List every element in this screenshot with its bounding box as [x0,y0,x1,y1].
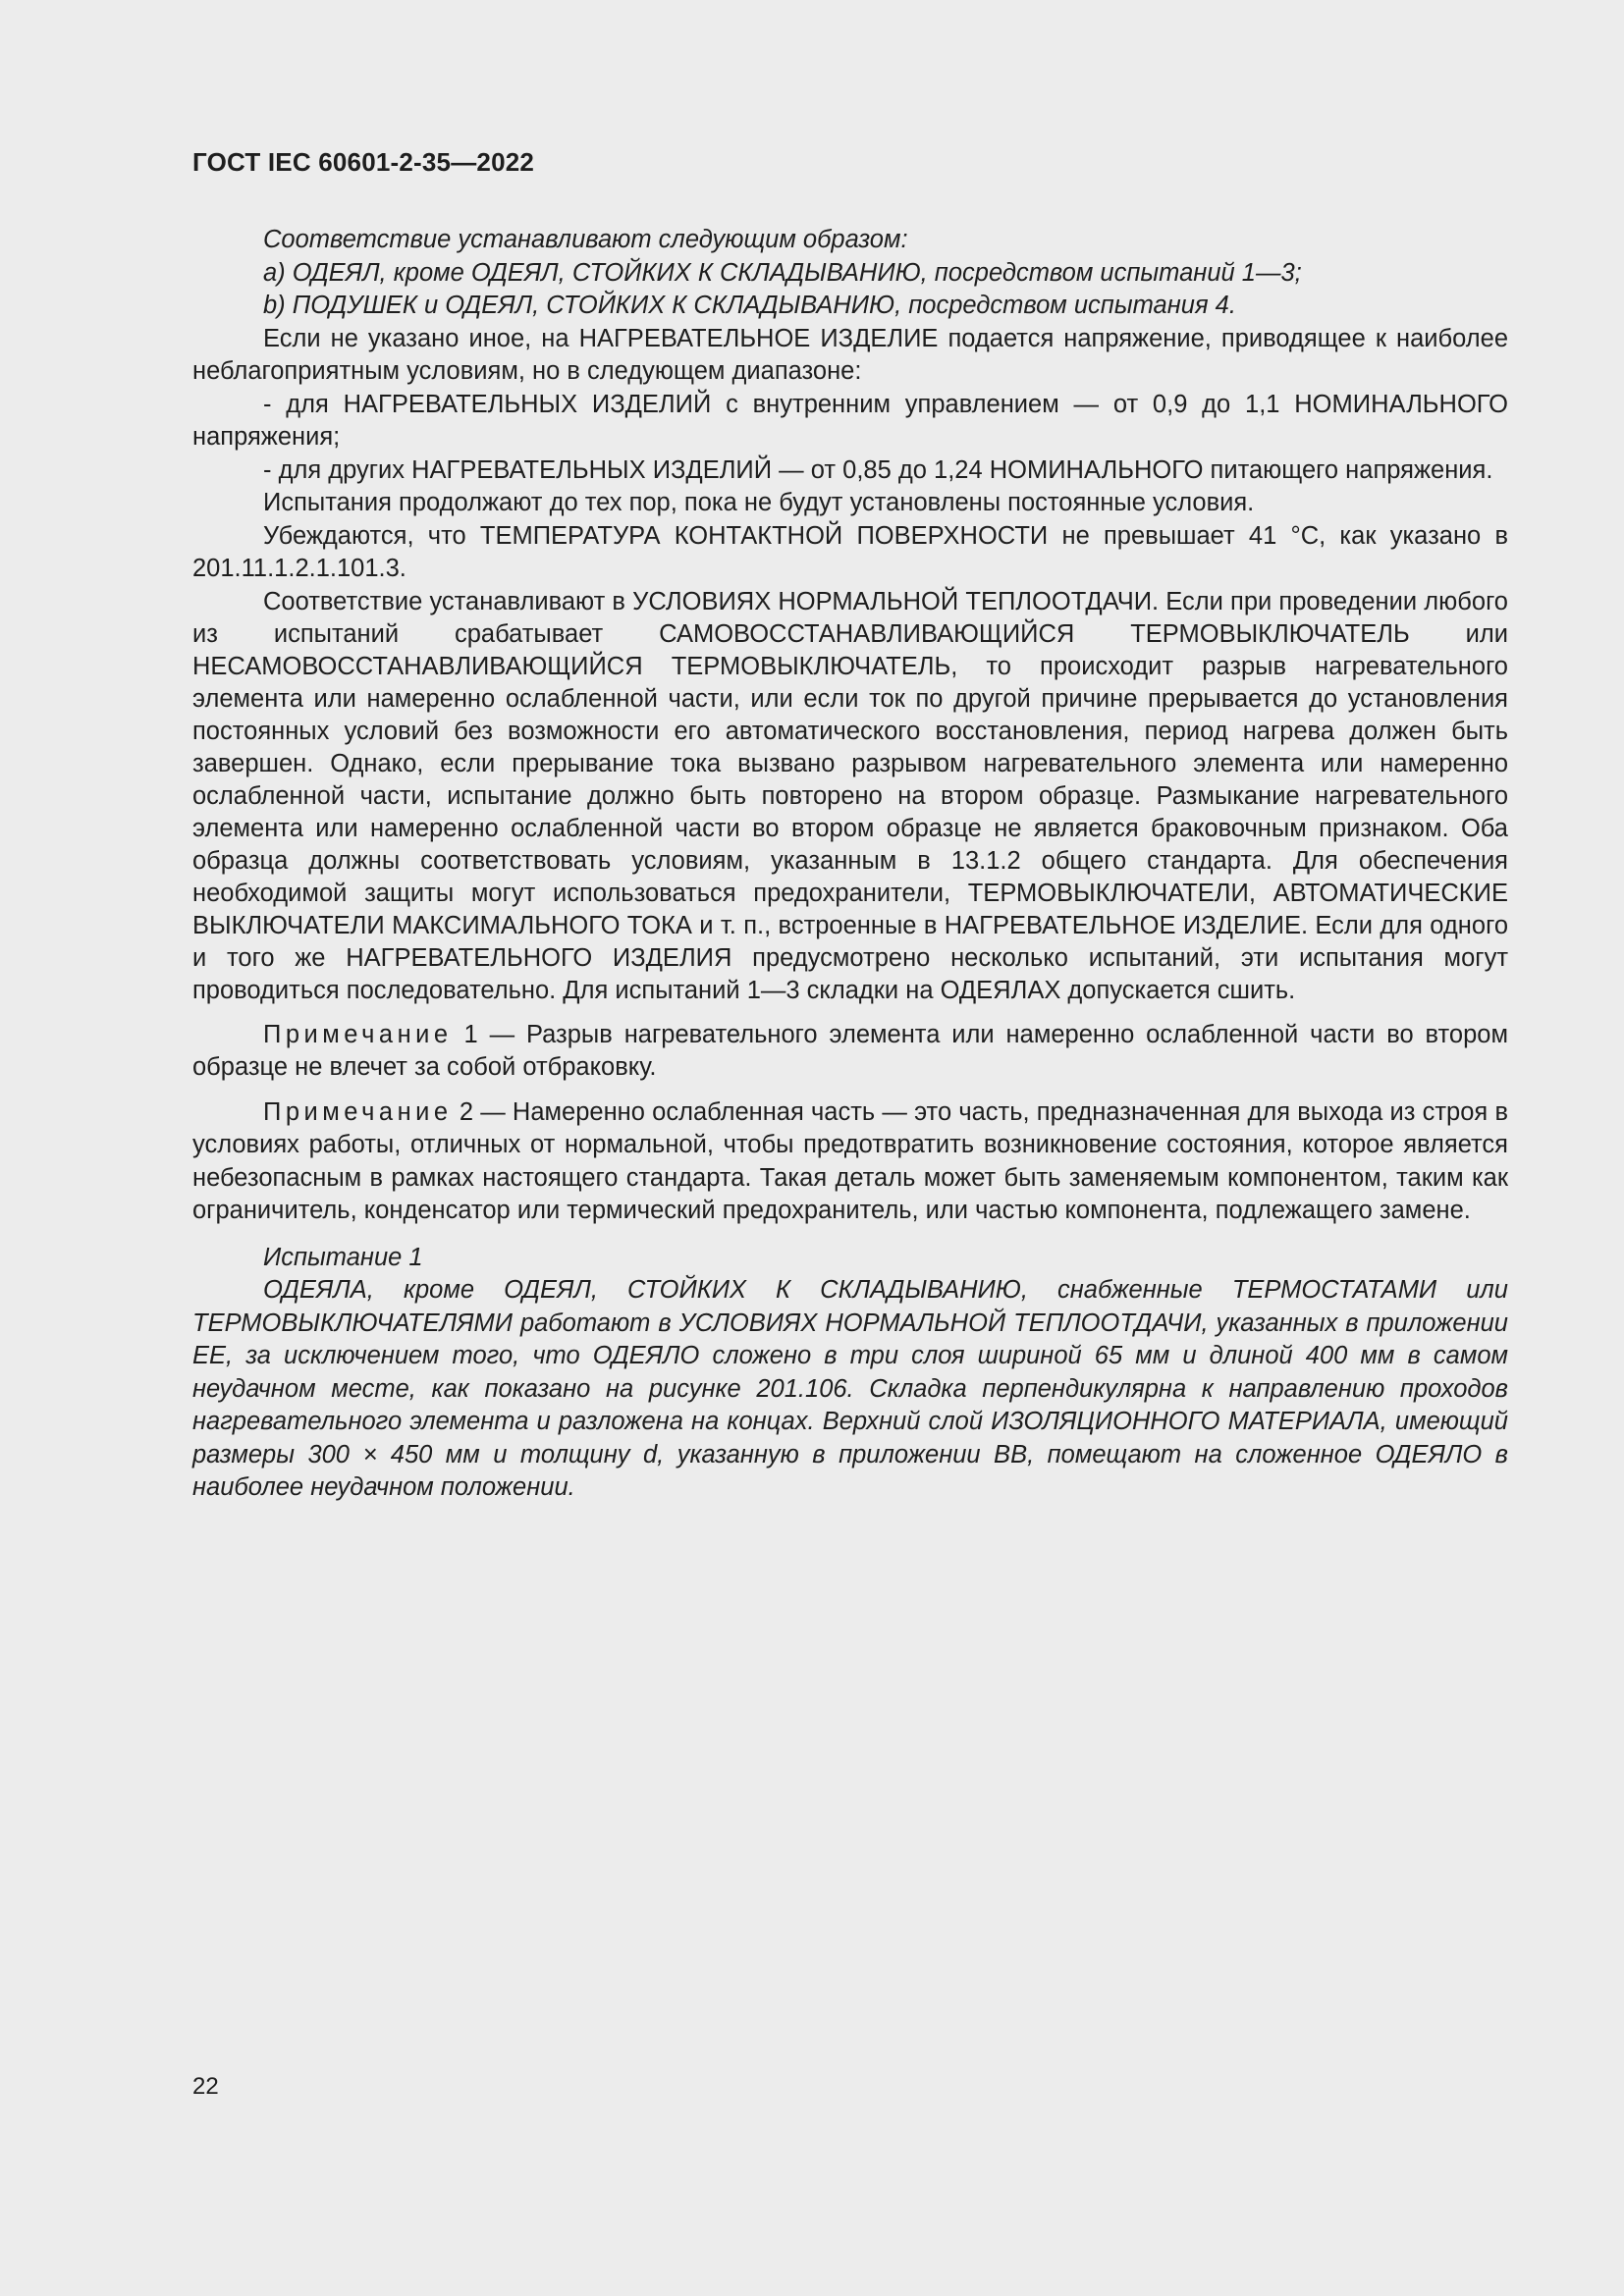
page-number: 22 [192,2073,219,2100]
note-label: Примечание [263,1020,453,1048]
document-body [192,224,1508,1505]
document-header: ГОСТ IEC 60601-2-35—2022 [192,147,535,177]
test-duration-paragraph: Испытания продолжают до тех пор, пока не будут установлены постоянные условия. [263,489,1255,516]
temperature-paragraph: Убеждаются, что ТЕМПЕРАТУРА КОНТАКТНОЙ ПОВЕРХНОСТИ не превышает 41 °С, как указано в 201.11.1.2.1.101.3. [192,521,1508,582]
note-text: 1 — Разрыв нагревательного элемента или намеренно ослабленной части во втором образце не влечет за собой отбраковку. [192,1020,1508,1081]
voltage-item-other: - для других НАГРЕВАТЕЛЬНЫХ ИЗДЕЛИЙ — от 0,85 до 1,24 НОМИНАЛЬНОГО питающего напряжения. [263,455,1493,484]
compliance-item-b: b) ПОДУШЕК и ОДЕЯЛ, СТОЙКИХ К СКЛАДЫВАНИЮ, посредством испытания 4. [263,292,1236,319]
voltage-paragraph: Если не указано иное, на НАГРЕВАТЕЛЬНОЕ ИЗДЕЛИЕ подается напряжение, приводящее к наиболее неблагоприятным условиям, но в следующем диапазоне: [192,324,1508,385]
note-text: 2 — Намеренно ослабленная часть — это часть, предназначенная для выхода из строя в условиях работы, отличных от нормальной, чтобы предотвратить возникновение состояния, которое является небезопасным в рамках настоящего стандарта. Такая деталь может быть заменяемым компонентом, таким как ограничитель, конденсатор или термический предохранитель, или частью компонента, подлежащего замене. [192,1097,1508,1224]
note-2 [192,1096,1508,1228]
conditions-paragraph: Соответствие устанавливают в УСЛОВИЯХ НОРМАЛЬНОЙ ТЕПЛООТДАЧИ. Если при проведении любого из испытаний срабатывает САМОВОССТАНАВЛИВАЮЩИЙСЯ ТЕРМОВЫКЛЮЧАТЕЛЬ или НЕСАМОВОССТАНАВЛИВАЮЩИЙСЯ ТЕРМОВЫКЛЮЧАТЕЛЬ, то происходит разрыв нагревательного элемента или намеренно ослабленной части, или если ток по другой причине прерывается до установления постоянных условий без возможности его автоматического восстановления, период нагрева должен быть завершен. Однако, если прерывание тока вызвано разрывом нагревательного элемента или намеренно ослабленной части, испытание должно быть повторено на втором образце. Размыкание нагревательного элемента или намеренно ослабленной части во втором образце не является браковочным признаком. Оба образца должны соответствовать условиям, указанным в 13.1.2 общего стандарта. Для обеспечения необходимой защиты могут использоваться предохранители, ТЕРМОВЫКЛЮЧАТЕЛИ, АВТОМАТИЧЕСКИЕ ВЫКЛЮЧАТЕЛИ МАКСИМАЛЬНОГО ТОКА и т. п., встроенные в НАГРЕВАТЕЛЬНОЕ ИЗДЕЛИЕ. Если для одного и того же НАГРЕВАТЕЛЬНОГО ИЗДЕЛИЯ предусмотрено несколько испытаний, эти испытания могут проводиться последовательно. Для испытаний 1—3 складки на ОДЕЯЛАХ допускается сшить. [192,587,1508,1004]
note-1 [192,1019,1508,1085]
voltage-item-internal: - для НАГРЕВАТЕЛЬНЫХ ИЗДЕЛИЙ с внутренним управлением — от 0,9 до 1,1 НОМИНАЛЬНОГО напряжения; [192,390,1508,451]
compliance-item-a: a) ОДЕЯЛ, кроме ОДЕЯЛ, СТОЙКИХ К СКЛАДЫВАНИЮ, посредством испытаний 1—3; [263,258,1302,287]
compliance-intro: Соответствие устанавливают следующим образом: [263,226,908,253]
note-label: Примечание [263,1097,453,1126]
test1-text: ОДЕЯЛА, кроме ОДЕЯЛ, СТОЙКИХ К СКЛАДЫВАНИЮ, снабженные ТЕРМОСТАТАМИ или ТЕРМОВЫКЛЮЧАТЕЛЯМИ работают в УСЛОВИЯХ НОРМАЛЬНОЙ ТЕПЛООТДАЧИ, указанных в приложении ЕЕ, за исключением того, что ОДЕЯЛО сложено в три слоя шириной 65 мм и длиной 400 мм в самом неудачном месте, как показано на рисунке 201.106. Складка перпендикулярна к направлению проходов нагревательного элемента и разложена на концах. Верхний слой ИЗОЛЯЦИОННОГО МАТЕРИАЛА, имеющий размеры 300 × 450 мм и толщину d, указанную в приложении ВВ, помещают на сложенное ОДЕЯЛО в наиболее неудачном положении. [192,1276,1508,1501]
test1-title: Испытание 1 [263,1243,423,1271]
